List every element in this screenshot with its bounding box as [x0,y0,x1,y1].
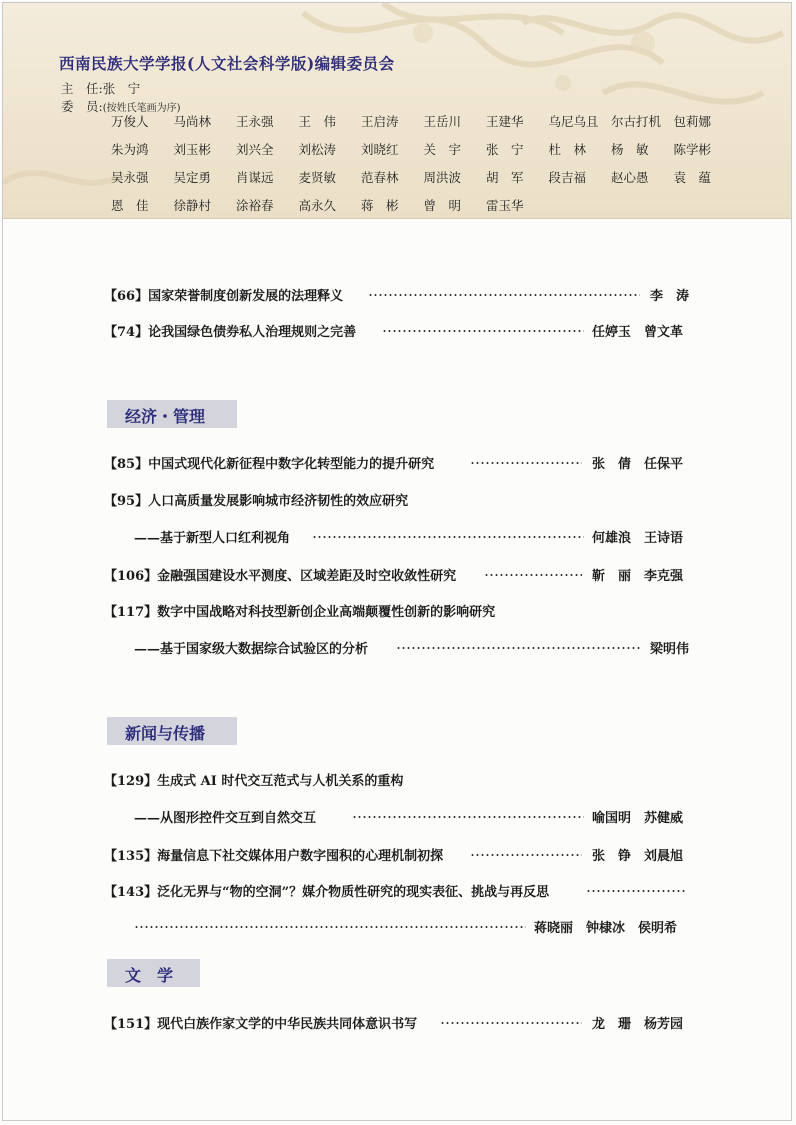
toc-title: 海量信息下社交媒体用户数字囤积的心理机制初探 [157,849,444,864]
member-name: 徐静村 [173,198,212,213]
leader-dots [484,574,582,576]
member-name: 周洪波 [423,170,462,185]
toc-page-number: 【135】 [104,849,158,864]
editorial-board-header [3,3,791,219]
member-name: 恩 佳 [111,198,149,213]
leader-dots [382,330,584,332]
toc-entry-106[interactable] [104,565,456,584]
toc-authors: 靳 丽 李克强 [592,569,684,584]
member-name: 刘晓红 [361,142,399,157]
toc-authors: 李 涛 [650,289,690,304]
toc-entry-95[interactable] [104,490,408,509]
section-title: 文 学 [125,966,174,985]
section-title: 经济・管理 [125,407,206,426]
member-name: 吴定勇 [173,170,212,185]
member-name: 万俊人 [111,114,149,129]
toc-entry-74[interactable] [104,321,356,340]
leader-dots [470,854,582,856]
leader-dots [396,647,642,649]
member-name: 马尚林 [173,114,212,129]
toc-page-number: 【106】 [104,569,158,584]
member-name: 刘兴全 [236,142,274,157]
chair-label: 主 任: [61,81,103,96]
chair-name: 张 宁 [102,81,141,96]
leader-dots [134,926,526,928]
toc-title: 国家荣誉制度创新发展的法理释义 [148,289,344,304]
member-name: 王岳川 [423,114,462,129]
toc-page-number: 【74】 [104,325,149,340]
toc-entry-129[interactable] [104,770,403,789]
toc-page-number: 【117】 [104,605,158,620]
member-name: 尔古打机 [611,114,662,129]
toc-page-number: 【95】 [104,494,149,509]
leader-dots [440,1022,582,1024]
toc-page-number: 【151】 [104,1017,158,1032]
member-name: 袁 蕴 [673,170,712,185]
toc-authors: 蒋晓丽 钟棣冰 侯明希 [534,921,678,936]
toc-title: 人口高质量发展影响城市经济韧性的效应研究 [148,494,409,509]
toc-title: 生成式 AI 时代交互范式与人机关系的重构 [157,774,404,789]
toc-entry-143[interactable] [104,881,549,900]
member-name: 雷玉华 [486,198,524,213]
leader-dots [312,536,584,538]
toc-page-number: 【66】 [104,289,149,304]
leader-dots [470,462,582,464]
member-name: 杜 林 [548,142,587,157]
member-name: 高永久 [298,198,337,213]
member-name: 吴永强 [111,170,149,185]
journal-title: 西南民族大学学报(人文社会科学版)编辑委员会 [59,54,395,73]
section-header-literature [107,959,200,987]
leader-dots [352,816,584,818]
toc-entry-117[interactable] [104,601,495,620]
toc-title: 数字中国战略对科技型新创企业高端颠覆性创新的影响研究 [157,605,496,620]
chair-row [61,79,140,97]
toc-title: 金融强国建设水平测度、区域差距及时空收敛性研究 [157,569,457,584]
member-name: 蒋 彬 [361,198,399,213]
toc-page-number: 【129】 [104,774,158,789]
section-title: 新闻与传播 [125,724,206,743]
member-name: 乌尼乌且 [548,114,599,129]
member-name: 麦贤敏 [298,170,337,185]
member-name: 王建华 [486,114,524,129]
leader-dots [368,294,640,296]
member-name: 刘松涛 [298,142,337,157]
toc-entry-85[interactable] [104,453,434,472]
member-name: 包莉娜 [673,114,712,129]
member-list [111,113,736,215]
toc-authors: 张 倩 任保平 [592,457,684,472]
member-name: 段吉福 [548,170,587,185]
members-label: 委 员: [61,99,103,114]
members-note: (按姓氏笔画为序) [102,103,181,114]
toc-authors: 喻国明 苏健威 [592,811,684,826]
toc-title: 论我国绿色债券私人治理规则之完善 [148,325,357,340]
section-header-news [107,717,237,745]
toc-authors: 梁明伟 [650,642,690,657]
toc-page-number: 【85】 [104,457,149,472]
member-name: 赵心愚 [611,170,649,185]
member-name: 范春林 [361,170,399,185]
toc-subtitle: ——从图形控件交互到自然交互 [134,811,317,826]
toc-authors: 任婷玉 曾文革 [592,325,684,340]
toc-entry-135[interactable] [104,845,443,864]
toc-page-number: 【143】 [104,885,158,900]
member-name: 张 宁 [486,142,524,157]
toc-authors: 张 铮 刘晨旭 [592,849,684,864]
member-name: 曾 明 [423,198,462,213]
member-name: 王启涛 [361,114,399,129]
toc-subtitle: ——基于国家级大数据综合试验区的分析 [134,642,369,657]
leader-dots [586,890,686,892]
toc-entry-66[interactable] [104,285,343,304]
toc-title: 泛化无界与“物的空洞”？媒介物质性研究的现实表征、挑战与再反思 [157,885,550,900]
member-name: 关 宇 [423,142,462,157]
section-header-economics [107,400,237,428]
toc-authors: 龙 珊 杨芳园 [592,1017,684,1032]
member-name: 涂裕春 [236,198,274,213]
member-name: 杨 敏 [611,142,649,157]
member-name: 肖谋远 [236,170,274,185]
toc-entry-151[interactable] [104,1013,417,1032]
member-name: 王 伟 [298,114,337,129]
member-name: 王永强 [236,114,274,129]
member-name: 陈学彬 [673,142,712,157]
member-name: 刘玉彬 [173,142,212,157]
member-name: 胡 军 [486,170,524,185]
toc-title: 中国式现代化新征程中数字化转型能力的提升研究 [148,457,435,472]
toc-title: 现代白族作家文学的中华民族共同体意识书写 [157,1017,418,1032]
toc-subtitle: ——基于新型人口红利视角 [134,531,291,546]
member-name: 朱为鸿 [111,142,149,157]
toc-authors: 何雄浪 王诗语 [592,531,684,546]
